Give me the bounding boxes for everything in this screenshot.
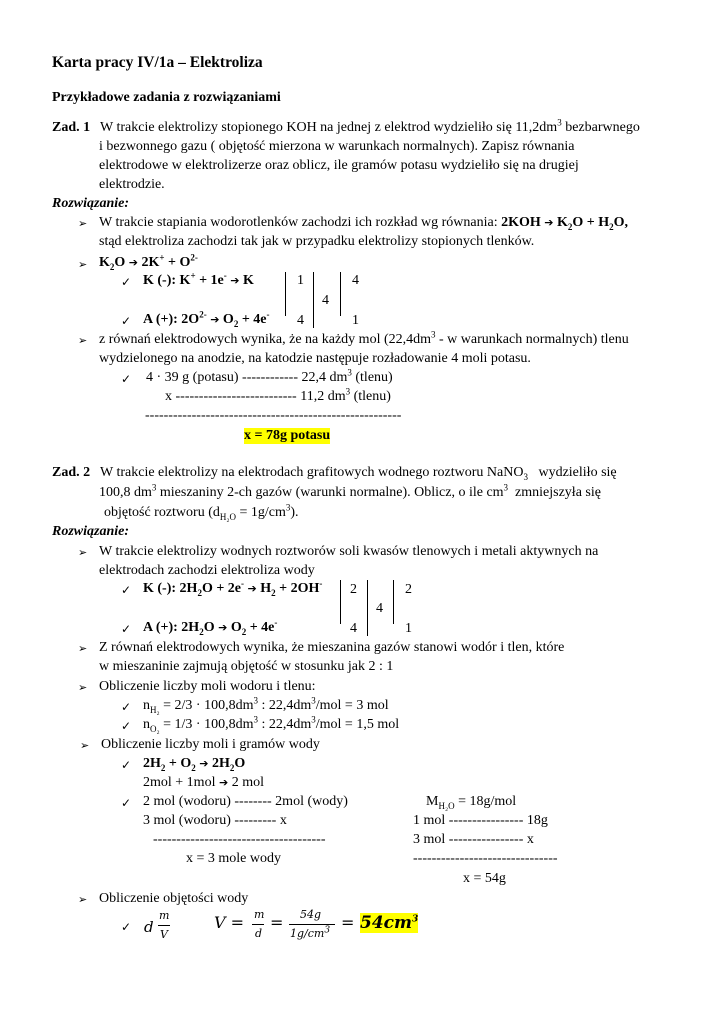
solution-2-point-1-cont: elektrodach zachodzi elektroliza wody: [99, 563, 315, 578]
balance-num: 4: [376, 601, 383, 616]
equals-sign: =: [341, 913, 355, 932]
right-arrow-icon: ➔: [247, 582, 257, 595]
ratio-divider: -------------------------------------: [153, 832, 326, 847]
solution-1-point-3: z równań elektrodowych wynika, że na każdy mol ($22,4dm^3$ - w warunkach normalnych) tlenu: [99, 329, 629, 347]
right-arrow-icon: ➔: [218, 621, 228, 634]
cathode-2-equation: K (-): $2H_2O + 2e^-$ ➔ $H_2 + 2OH^-$: [143, 578, 323, 598]
solution-2-heading: Rozwiązanie:: [52, 524, 130, 539]
task-1-label: Zad. 1: [52, 120, 91, 135]
checkmark-icon: ✓: [121, 796, 132, 810]
arrow-bullet-icon: ➢: [78, 334, 88, 347]
checkmark-icon: ✓: [121, 372, 132, 386]
arrow-bullet-icon: ➢: [78, 217, 88, 230]
task-1-line-1: W trakcie elektrolizy stopionego KOH na jednej z elektrod wydzieliło się $11,2dm^3$ bezbarwnego: [100, 117, 640, 135]
task-2-label: Zad. 2: [52, 465, 91, 480]
mass-result: x = 54g: [463, 871, 506, 886]
formula-volume-denominator: d: [255, 927, 263, 940]
right-arrow-icon: ➔: [210, 313, 220, 326]
solution-1-point-3-cont: wydzielonego na anodzie, na katodzie następuje rozładowanie 4 moli potasu.: [99, 351, 531, 366]
solution-1-heading: Rozwiązanie:: [52, 196, 130, 211]
right-arrow-icon: ➔: [199, 757, 209, 770]
checkmark-icon: ✓: [121, 758, 132, 772]
mass-divider: -------------------------------: [413, 851, 558, 866]
anode-2-equation: A (+): $2H_2O$ ➔ $O_2 + 4e^-$: [143, 617, 278, 637]
task-1-line-4: elektrodzie.: [99, 177, 165, 192]
checkmark-icon: ✓: [121, 622, 132, 636]
solution-2-point-2: Z równań elektrodowych wynika, że mieszanina gazów stanowi wodór i tlen, które: [99, 640, 565, 655]
arrow-bullet-icon: ➢: [78, 546, 88, 559]
fraction-bar: [252, 924, 264, 925]
solution-1-point-1: W trakcie stapiania wodorotlenków zachodzi ich rozkład wg równania: 2KOH ➔ $K_2O + H_2O$,: [99, 215, 629, 232]
checkmark-icon: ✓: [121, 700, 132, 714]
formula-volume: V =: [214, 913, 245, 932]
ratio-line-1: 2 mol (wodoru) -------- 2mol (wody): [143, 794, 348, 809]
checkmark-icon: ✓: [121, 583, 132, 597]
arrow-bullet-icon: ➢: [78, 681, 88, 694]
molar-mass-water: $M_{H_2O} = 18g/mol$: [426, 794, 517, 811]
ratio-result: x = 3 mole wody: [186, 851, 281, 866]
balance-divider: [285, 272, 286, 316]
result-water-volume: $54cm^3$: [360, 913, 419, 933]
balance-num: 4: [322, 293, 329, 308]
cathode-1-equation: K (-): K+ + 1e- ➔ K: [143, 270, 254, 288]
task-1-line-2: i bezwonnego gazu ( objętość mierzona w warunkach normalnych). Zapisz równania: [99, 139, 575, 154]
checkmark-icon: ✓: [121, 275, 132, 289]
balance-num: 1: [352, 313, 359, 328]
checkmark-icon: ✓: [121, 314, 132, 328]
proportion-line-2: x -------------------------- 11,2 $dm^3$ (tlenu): [165, 386, 391, 404]
arrow-bullet-icon: ➢: [78, 642, 88, 655]
balance-divider: [340, 580, 341, 624]
right-arrow-icon: ➔: [230, 274, 240, 287]
formula-density-symbol: d: [144, 918, 154, 936]
balance-divider: [367, 580, 368, 636]
formula-density-denominator: V: [160, 928, 168, 941]
right-arrow-icon: ➔: [218, 776, 229, 789]
checkmark-icon: ✓: [121, 719, 132, 733]
arrow-bullet-icon: ➢: [78, 893, 88, 906]
formula-density-value: $1g/cm^3$: [290, 925, 331, 940]
balance-num: 4: [352, 273, 359, 288]
balance-num: 4: [350, 621, 357, 636]
moles-oxygen: $n_{O_2} = 1/3 \cdot 100,8dm^3$ : $22,4dm^3$/mol = 1,5 mol: [143, 714, 400, 734]
balance-num: 2: [405, 582, 412, 597]
balance-num: 1: [405, 621, 412, 636]
k2o-equation: $K_2O$ ➔ $2K^+ + O^{2-}$: [99, 252, 198, 272]
page-title: Karta pracy IV/1a – Elektroliza: [52, 54, 263, 71]
fraction-bar: [158, 925, 170, 926]
task-1-line-3: elektrodowe w elektrolizerze oraz oblicz, ile gramów potasu wydzieliło się na drugiej: [99, 158, 579, 173]
balance-num: 1: [297, 273, 304, 288]
right-arrow-icon: ➔: [544, 216, 554, 229]
formula-density-numerator: m: [159, 909, 170, 922]
anode-1-equation: A (+): $2O^{2-}$ ➔ $O_2 + 4e^-$: [143, 309, 270, 329]
solution-2-point-1: W trakcie elektrolizy wodnych roztworów soli kwasów tlenowych i metali aktywnych na: [99, 544, 599, 559]
arrow-bullet-icon: ➢: [80, 739, 90, 752]
balance-divider: [340, 272, 341, 316]
moles-hydrogen: $n_{H_2} = 2/3 \cdot 100,8dm^3$ : $22,4dm^3$/mol = 3 mol: [143, 695, 389, 715]
solution-2-point-2-cont: w mieszaninie zajmują objętość w stosunku jak 2 : 1: [99, 659, 394, 674]
task-2-line-3: objętość roztworu $(d_{H_2O} = 1g/cm^3)$.: [104, 502, 299, 522]
page-subtitle: Przykładowe zadania z rozwiązaniami: [52, 90, 281, 105]
solution-2-point-4: Obliczenie liczby moli i gramów wody: [101, 737, 320, 752]
formula-mass-value: 54g: [300, 908, 322, 921]
task-2-line-1: W trakcie elektrolizy na elektrodach grafitowych wodnego roztworu NaNO$_3$ wydzieliło się: [100, 465, 617, 482]
ratio-line-2: 3 mol (wodoru) --------- x: [143, 813, 287, 828]
water-mole-ratio: 2mol + 1mol ➔ 2 mol: [143, 775, 264, 790]
mass-line-2: 3 mol ---------------- x: [413, 832, 534, 847]
solution-1-point-1-cont: stąd elektroliza zachodzi tak jak w przypadku elektrolizy stopionych tlenków.: [99, 234, 535, 249]
proportion-divider: -------------------------------------------------------: [145, 408, 402, 423]
mass-line-1: 1 mol ---------------- 18g: [413, 813, 548, 828]
balance-divider: [313, 272, 314, 328]
arrow-bullet-icon: ➢: [78, 258, 88, 271]
balance-num: 4: [297, 313, 304, 328]
balance-num: 2: [350, 582, 357, 597]
checkmark-icon: ✓: [121, 920, 132, 934]
water-equation: $2H_2 + O_2$ ➔ $2H_2O$: [143, 756, 246, 773]
equals-sign: =: [270, 913, 284, 932]
task-2-line-2: 100,8 $dm^3$ mieszaniny 2-ch gazów (warunki normalne). Oblicz, o ile $cm^3$ zmniejszyła się: [99, 482, 601, 500]
proportion-line-1: 4 · 39 g (potasu) ------------ 22,4 $dm^3$ (tlenu): [146, 367, 393, 385]
solution-2-point-3: Obliczenie liczby moli wodoru i tlenu:: [99, 679, 316, 694]
result-potassium: x = 78g potasu: [244, 428, 331, 443]
balance-divider: [393, 580, 394, 624]
solution-2-point-5: Obliczenie objętości wody: [99, 891, 249, 906]
formula-volume-numerator: m: [254, 908, 265, 921]
right-arrow-icon: ➔: [128, 256, 138, 269]
